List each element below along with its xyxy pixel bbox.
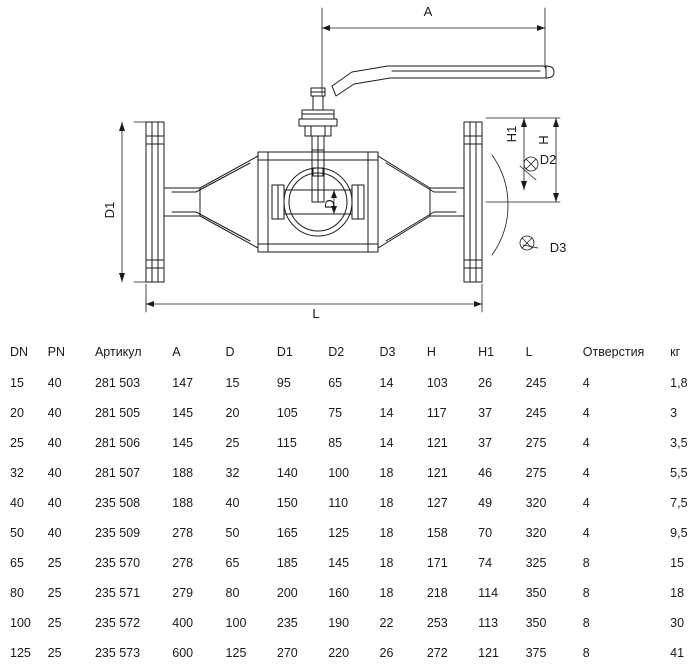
table-cell-a: 600 (172, 646, 194, 660)
table-cell-pn: 25 (47, 616, 62, 630)
table-cell-d1: 95 (276, 376, 291, 390)
table-cell-kg: 30 (670, 616, 685, 630)
table-cell-d1: 165 (276, 526, 298, 540)
table-cell-d3: 22 (379, 616, 394, 630)
table-cell-d3: 14 (379, 376, 394, 390)
table-cell-h: 158 (426, 526, 448, 540)
table-cell-dn: 50 (10, 526, 24, 540)
table-cell-holes: 8 (582, 556, 590, 570)
table-cell-d2: 85 (328, 436, 343, 450)
table-cell-holes: 4 (582, 376, 590, 390)
valve-stem (299, 88, 337, 202)
table-cell-a: 278 (172, 526, 194, 540)
table-cell-l: 325 (525, 556, 547, 570)
table-cell-art: 235 509 (94, 526, 141, 540)
table-row (0, 518, 700, 548)
table-cell-a: 188 (172, 466, 194, 480)
table-cell-d1: 185 (276, 556, 298, 570)
table-cell-h1: 37 (478, 436, 493, 450)
column-header-holes: Отверстия (582, 345, 645, 359)
table-cell-d3: 18 (379, 496, 394, 510)
table-cell-d: 40 (225, 496, 240, 510)
dimension-D1 (119, 122, 152, 282)
table-cell-art: 235 573 (94, 646, 141, 660)
table-cell-l: 245 (525, 376, 547, 390)
table-cell-dn: 80 (10, 586, 24, 600)
right-body-cone (378, 156, 464, 248)
left-body-cone (164, 156, 258, 248)
table-cell-holes: 4 (582, 466, 590, 480)
column-header-h1: H1 (478, 345, 495, 359)
table-row (0, 368, 700, 398)
table-cell-art: 281 503 (94, 376, 141, 390)
dimension-label-H: H (536, 135, 551, 145)
table-cell-d1: 235 (276, 616, 298, 630)
table-cell-d2: 125 (328, 526, 350, 540)
table-cell-d: 20 (225, 406, 240, 420)
table-cell-l: 350 (525, 616, 547, 630)
table-cell-kg: 9,5 (670, 526, 688, 540)
table-cell-h1: 26 (478, 376, 493, 390)
table-cell-h1: 113 (478, 616, 499, 630)
column-header-a: A (172, 345, 181, 359)
column-header-weight: кг (670, 345, 681, 359)
table-cell-h: 121 (426, 466, 448, 480)
table-cell-pn: 25 (47, 556, 62, 570)
table-cell-d3: 18 (379, 466, 394, 480)
table-cell-dn: 25 (10, 436, 24, 450)
table-cell-h1: 114 (478, 586, 499, 600)
table-cell-d1: 270 (276, 646, 298, 660)
table-cell-holes: 8 (582, 586, 590, 600)
table-cell-h: 103 (426, 376, 448, 390)
table-cell-d1: 200 (276, 586, 298, 600)
table-cell-art: 235 571 (94, 586, 141, 600)
dimension-label-D2: D2 (539, 152, 557, 167)
table-cell-h1: 70 (478, 526, 493, 540)
table-cell-holes: 8 (582, 646, 590, 660)
table-cell-d3: 14 (379, 406, 394, 420)
table-cell-kg: 18 (670, 586, 685, 600)
table-cell-d1: 150 (276, 496, 298, 510)
table-cell-h: 218 (426, 586, 448, 600)
table-row (0, 428, 700, 458)
table-cell-h1: 49 (478, 496, 493, 510)
table-cell-d2: 75 (328, 406, 343, 420)
table-row (0, 398, 700, 428)
table-cell-d: 125 (225, 646, 247, 660)
table-cell-art: 281 505 (94, 406, 141, 420)
table-cell-kg: 1,8 (670, 376, 688, 390)
table-cell-h: 121 (426, 436, 448, 450)
table-cell-a: 279 (172, 586, 194, 600)
table-cell-pn: 40 (47, 496, 62, 510)
table-cell-d2: 65 (328, 376, 343, 390)
table-cell-a: 147 (172, 376, 194, 390)
table-cell-d2: 220 (328, 646, 350, 660)
column-header-d3: D3 (379, 345, 396, 359)
column-header-d1: D1 (276, 345, 293, 359)
valve-drawing-svg (0, 0, 700, 325)
table-cell-l: 320 (525, 496, 547, 510)
dimension-label-D3: D3 (549, 240, 567, 255)
left-flange (146, 122, 164, 282)
table-cell-art: 281 506 (94, 436, 141, 450)
dimension-label-A: A (423, 4, 433, 19)
table-cell-kg: 5,5 (670, 466, 688, 480)
table-cell-h1: 74 (478, 556, 493, 570)
table-cell-dn: 125 (10, 646, 31, 660)
column-header-pn: PN (47, 345, 65, 359)
table-cell-holes: 4 (582, 406, 590, 420)
table-cell-a: 145 (172, 436, 194, 450)
table-cell-d: 80 (225, 586, 240, 600)
table-cell-holes: 4 (582, 436, 590, 450)
table-cell-d2: 100 (328, 466, 350, 480)
table-cell-d: 100 (225, 616, 247, 630)
table-cell-l: 350 (525, 586, 547, 600)
table-cell-art: 235 572 (94, 616, 141, 630)
column-header-dn: DN (10, 345, 29, 359)
dimension-label-H1: H1 (504, 125, 519, 143)
table-cell-l: 245 (525, 406, 547, 420)
table-cell-h: 117 (426, 406, 447, 420)
table-cell-dn: 65 (10, 556, 24, 570)
right-flange (464, 122, 482, 282)
table-cell-dn: 15 (10, 376, 24, 390)
table-cell-d2: 145 (328, 556, 350, 570)
table-cell-l: 375 (525, 646, 547, 660)
column-header-d2: D2 (328, 345, 345, 359)
table-cell-holes: 4 (582, 496, 590, 510)
table-cell-h: 127 (426, 496, 448, 510)
table-cell-pn: 40 (47, 376, 62, 390)
table-header-row (0, 336, 700, 368)
table-cell-h: 272 (426, 646, 448, 660)
dimension-A (322, 8, 545, 95)
table-cell-l: 275 (525, 436, 547, 450)
table-cell-l: 320 (525, 526, 547, 540)
table-cell-l: 275 (525, 466, 547, 480)
table-cell-a: 145 (172, 406, 194, 420)
table-cell-d: 32 (225, 466, 240, 480)
table-cell-kg: 7,5 (670, 496, 688, 510)
table-cell-d3: 18 (379, 526, 394, 540)
valve-handle (332, 66, 554, 96)
table-cell-d2: 110 (328, 496, 349, 510)
table-cell-d: 65 (225, 556, 240, 570)
table-row (0, 638, 700, 668)
table-cell-holes: 8 (582, 616, 590, 630)
dimension-label-D1: D1 (102, 201, 117, 219)
table-cell-pn: 25 (47, 646, 62, 660)
column-header-article: Артикул (94, 345, 142, 359)
table-cell-d3: 18 (379, 556, 394, 570)
table-cell-d3: 18 (379, 586, 394, 600)
table-cell-d3: 26 (379, 646, 394, 660)
table-cell-d1: 105 (276, 406, 298, 420)
table-cell-d3: 14 (379, 436, 394, 450)
table-cell-h1: 121 (478, 646, 500, 660)
table-cell-kg: 3,5 (670, 436, 688, 450)
table-row (0, 548, 700, 578)
table-row (0, 578, 700, 608)
technical-drawing (0, 0, 700, 325)
table-cell-pn: 40 (47, 436, 62, 450)
column-header-h: H (426, 345, 436, 359)
table-cell-art: 281 507 (94, 466, 141, 480)
table-cell-dn: 20 (10, 406, 24, 420)
table-cell-d1: 140 (276, 466, 298, 480)
table-row (0, 458, 700, 488)
table-row (0, 488, 700, 518)
table-cell-h: 171 (426, 556, 448, 570)
table-cell-a: 278 (172, 556, 194, 570)
table-cell-art: 235 570 (94, 556, 141, 570)
dimension-label-L: L (312, 306, 320, 321)
table-cell-pn: 40 (47, 526, 62, 540)
table-cell-h: 253 (426, 616, 448, 630)
table-header (0, 336, 700, 368)
table-body (0, 368, 700, 668)
table-cell-dn: 100 (10, 616, 31, 630)
table-cell-kg: 15 (670, 556, 685, 570)
table-cell-d2: 190 (328, 616, 350, 630)
table-cell-h1: 46 (478, 466, 493, 480)
table-cell-pn: 40 (47, 406, 62, 420)
table-cell-pn: 40 (47, 466, 62, 480)
specifications-table (0, 336, 700, 668)
table-cell-pn: 25 (47, 586, 62, 600)
table-cell-d: 50 (225, 526, 240, 540)
table-cell-kg: 41 (670, 646, 685, 660)
bolt-circle-callouts (492, 155, 538, 255)
table-cell-d1: 115 (276, 436, 297, 450)
table-cell-dn: 32 (10, 466, 24, 480)
column-header-d: D (225, 345, 235, 359)
dimension-label-D: D (322, 199, 337, 209)
table-cell-h1: 37 (478, 406, 493, 420)
table-cell-art: 235 508 (94, 496, 141, 510)
table-cell-holes: 4 (582, 526, 590, 540)
table-cell-kg: 3 (670, 406, 678, 420)
table-cell-a: 188 (172, 496, 194, 510)
table-cell-d: 25 (225, 436, 240, 450)
table-cell-d2: 160 (328, 586, 350, 600)
table-cell-d: 15 (225, 376, 240, 390)
column-header-l: L (525, 345, 533, 359)
table-cell-dn: 40 (10, 496, 24, 510)
table-cell-a: 400 (172, 616, 194, 630)
